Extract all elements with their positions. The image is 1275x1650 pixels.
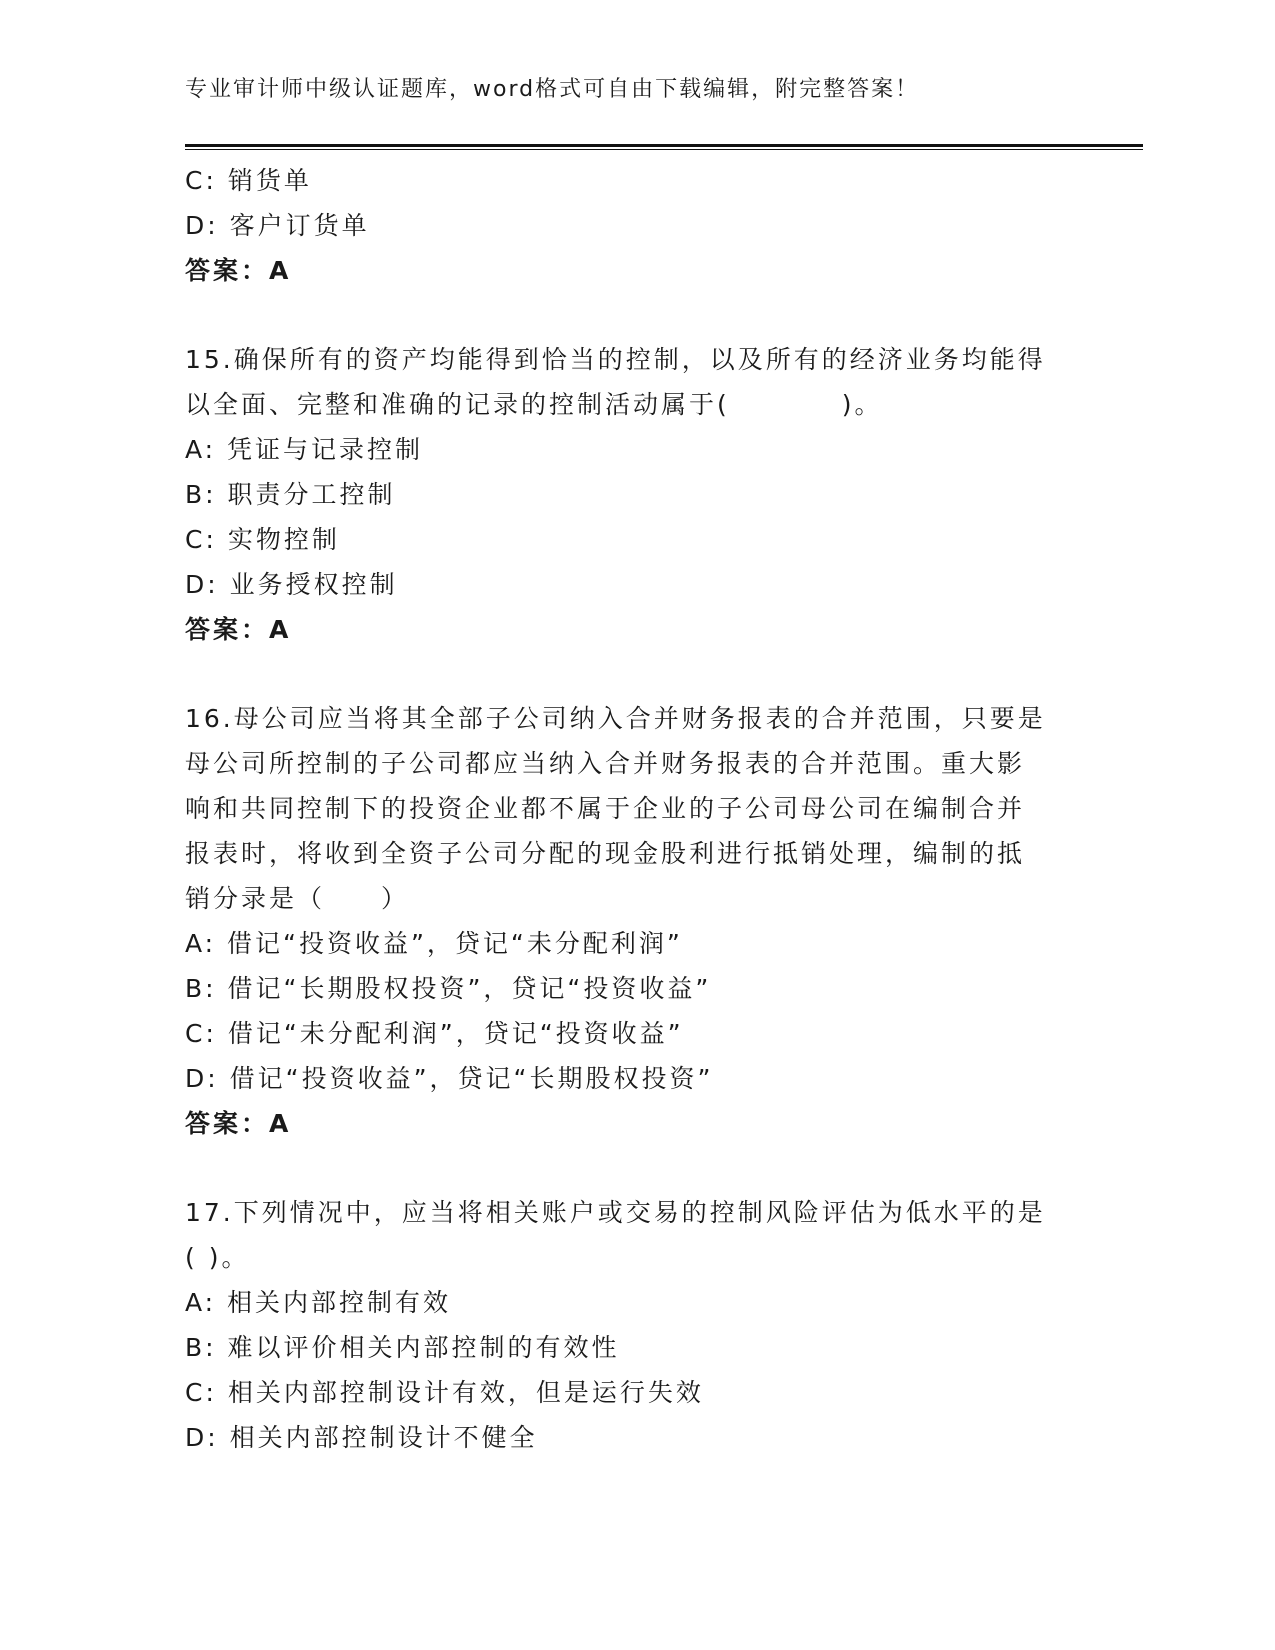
- header-rule-thin: [185, 149, 1143, 150]
- question-stem: 16.母公司应当将其全部子公司纳入合并财务报表的合并范围，只要是: [185, 704, 1046, 733]
- question-stem: ( )。: [185, 1243, 250, 1272]
- page-header: 专业审计师中级认证题库，word格式可自由下载编辑，附完整答案！: [185, 77, 920, 102]
- option: C: 销货单: [185, 166, 312, 195]
- answer: 答案：A: [185, 615, 292, 644]
- question-stem: 17.下列情况中，应当将相关账户或交易的控制风险评估为低水平的是: [185, 1198, 1046, 1227]
- option: A: 相关内部控制有效: [185, 1288, 452, 1317]
- question-stem: 响和共同控制下的投资企业都不属于企业的子公司母公司在编制合并: [185, 794, 1026, 823]
- question-stem: 报表时，将收到全资子公司分配的现金股利进行抵销处理，编制的抵: [185, 839, 1026, 868]
- question-content: [185, 158, 1065, 1460]
- option: C: 实物控制: [185, 525, 340, 554]
- option: C: 借记“未分配利润”，贷记“投资收益”: [185, 1019, 684, 1048]
- option: A: 借记“投资收益”，贷记“未分配利润”: [185, 929, 683, 958]
- option: D: 客户订货单: [185, 211, 370, 240]
- header-rule: [185, 144, 1143, 147]
- answer: 答案：A: [185, 1109, 292, 1138]
- question-stem: 母公司所控制的子公司都应当纳入合并财务报表的合并范围。重大影: [185, 749, 1026, 778]
- answer: 答案：A: [185, 256, 292, 285]
- option: C: 相关内部控制设计有效，但是运行失效: [185, 1378, 704, 1407]
- question-15: [185, 337, 1065, 652]
- question-stem: 销分录是（ ）: [185, 884, 410, 913]
- option: B: 借记“长期股权投资”，贷记“投资收益”: [185, 974, 712, 1003]
- question-stem: 15.确保所有的资产均能得到恰当的控制，以及所有的经济业务均能得: [185, 345, 1046, 374]
- option: B: 职责分工控制: [185, 480, 396, 509]
- question-stem: 以全面、完整和准确的记录的控制活动属于( )。: [185, 390, 883, 419]
- question-17: [185, 1190, 1065, 1460]
- option: A: 凭证与记录控制: [185, 435, 424, 464]
- option: B: 难以评价相关内部控制的有效性: [185, 1333, 620, 1362]
- option: D: 相关内部控制设计不健全: [185, 1423, 538, 1452]
- question-16: [185, 696, 1065, 1146]
- option: D: 业务授权控制: [185, 570, 398, 599]
- option: D: 借记“投资收益”，贷记“长期股权投资”: [185, 1064, 714, 1093]
